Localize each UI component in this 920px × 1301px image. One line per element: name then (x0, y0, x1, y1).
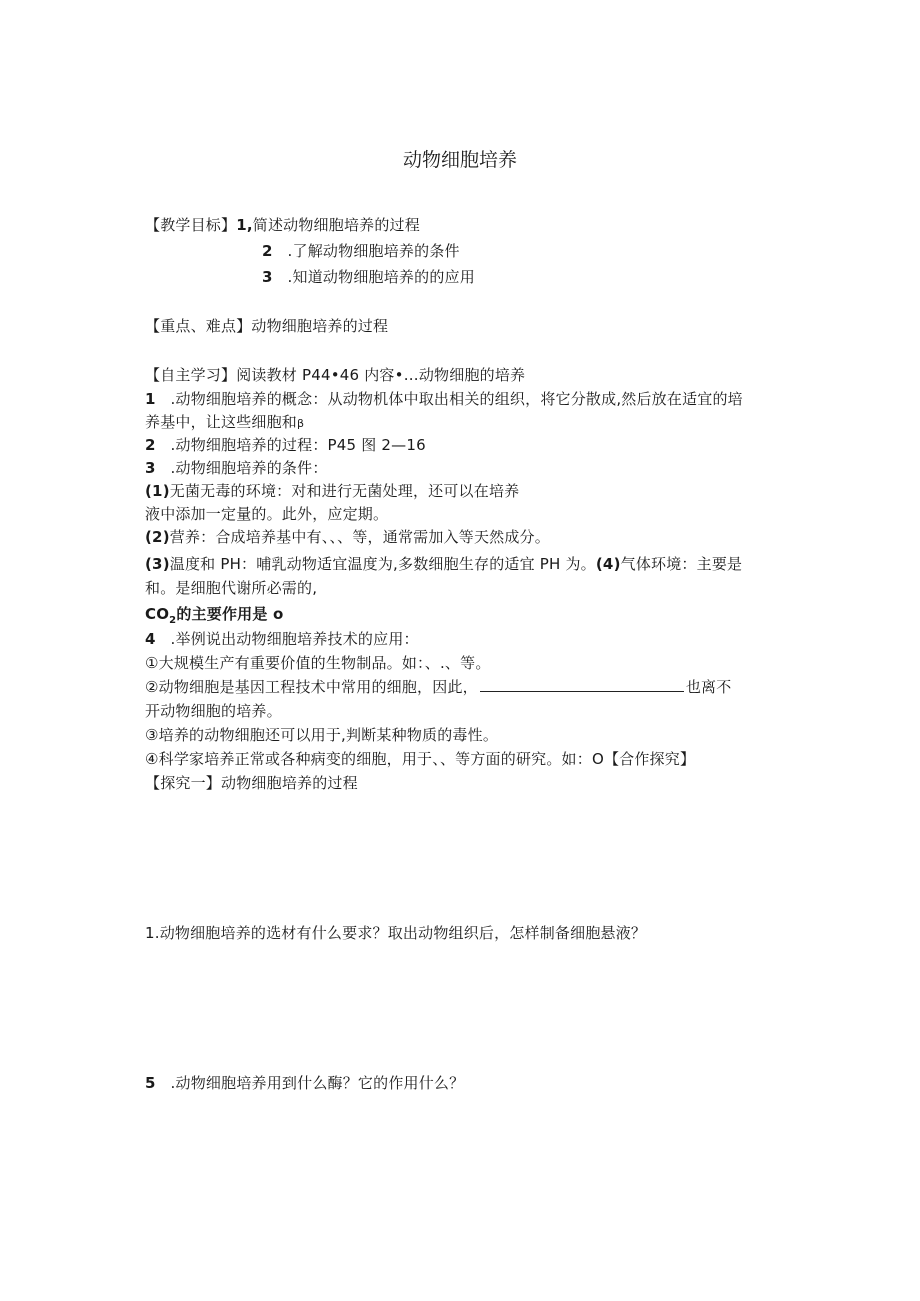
c1-num: (1) (145, 482, 170, 500)
application-4: ④科学家培养正常或各种病变的细胞，用于、、等方面的研究。如：O【合作探究】 (145, 750, 696, 768)
q4-num: 4 (145, 630, 156, 648)
key-points (145, 315, 388, 337)
q3-num: 3 (145, 459, 156, 477)
goal-1-num: 1, (236, 216, 253, 234)
c1-text: 无菌无毒的环境：对和进行无菌处理，还可以在培养 (169, 482, 520, 500)
goal-3-num: 3 (262, 268, 273, 286)
goal-line-1 (145, 214, 420, 236)
application-1: ①大规模生产有重要价值的生物制品。如：、.、等。 (145, 654, 491, 672)
page-title: 动物细胞培养 (402, 149, 517, 171)
application-2-line-2: 开动物细胞的培养。 (145, 702, 282, 720)
a2-text: ②动物细胞是基因工程技术中常用的细胞，因此， (145, 678, 478, 696)
condition-2 (145, 526, 550, 548)
self-study-heading (145, 364, 525, 386)
question-4 (145, 628, 419, 650)
q3-text: .动物细胞培养的条件： (170, 459, 328, 477)
c1-text-2: 液中添加一定量的。此外，应定期。 (145, 505, 389, 523)
c2-num: (2) (145, 528, 170, 546)
condition-1-line-2 (145, 503, 388, 525)
co2-formula: $CO_2$ (145, 605, 177, 626)
goal-2-num: 2 (262, 242, 273, 260)
condition-1-line-1 (145, 480, 519, 502)
explore-question-1: 1.动物细胞培养的选材有什么要求？取出动物组织后，怎样制备细胞悬液？ (145, 924, 647, 942)
c2-text: 营养：合成培养基中有、、、等，通常需加入等天然成分。 (169, 528, 550, 546)
explore-label: 【探究一】 (145, 774, 222, 792)
q5-num: 5 (145, 1074, 156, 1092)
condition-4-line-2 (145, 577, 317, 599)
c4-text-2: 和。是细胞代谢所必需的, (145, 579, 318, 597)
self-study-label: 【自主学习】 (145, 366, 237, 384)
goal-line-2 (262, 240, 460, 262)
q2-text: .动物细胞培养的过程：P45 图 2—16 (170, 436, 426, 454)
explore-heading (145, 772, 358, 794)
question-3 (145, 457, 328, 479)
goal-3-text: .知道动物细胞培养的的应用 (287, 268, 475, 286)
q1-text: .动物细胞培养的概念：从动物机体中取出相关的组织，将它分散成,然后放在适宜的培 (170, 390, 743, 408)
q2-num: 2 (145, 436, 156, 454)
q1-text-2: 养基中，让这些细胞和 (145, 413, 298, 431)
question-1-line-1 (145, 388, 743, 410)
key-text: 动物细胞培养的过程 (251, 317, 389, 335)
a2-text-tail: 也离不 (685, 678, 732, 696)
c4-num: (4) (595, 555, 621, 573)
goal-1-text: 简述动物细胞培养的过程 (252, 216, 420, 234)
question-1-line-2 (145, 411, 304, 435)
application-3: ③培养的动物细胞还可以用于,判断某种物质的毒性。 (145, 726, 499, 744)
explore-text: 动物细胞培养的过程 (221, 774, 358, 792)
q4-text: .举例说出动物细胞培养技术的应用： (170, 630, 419, 648)
c3-num: (3) (145, 555, 170, 573)
application-2-line-1 (145, 676, 731, 698)
c4-text: 气体环境：主要是 (620, 555, 743, 573)
self-study-intro: 阅读教材 P44•46 内容•…动物细胞的培养 (236, 366, 526, 384)
goal-line-3 (262, 266, 475, 288)
question-2 (145, 434, 426, 456)
c3-text: 温度和 PH：哺乳动物适宜温度为,多数细胞生存的适宜 PH 为。 (169, 555, 596, 573)
q5-text: .动物细胞培养用到什么酶？它的作用什么？ (170, 1074, 465, 1092)
co2-text: 的主要作用是 o (176, 605, 284, 623)
answer-blank-line[interactable] (480, 677, 684, 692)
goals-label: 【教学目标】 (145, 216, 237, 234)
key-label: 【重点、难点】 (145, 317, 252, 335)
explore-question-5 (145, 1072, 464, 1094)
co2-subscript: 2 (169, 615, 177, 626)
beta-symbol: β (297, 417, 305, 430)
q1-num: 1 (145, 390, 156, 408)
goal-2-text: .了解动物细胞培养的条件 (287, 242, 460, 260)
condition-3-4 (145, 553, 742, 575)
